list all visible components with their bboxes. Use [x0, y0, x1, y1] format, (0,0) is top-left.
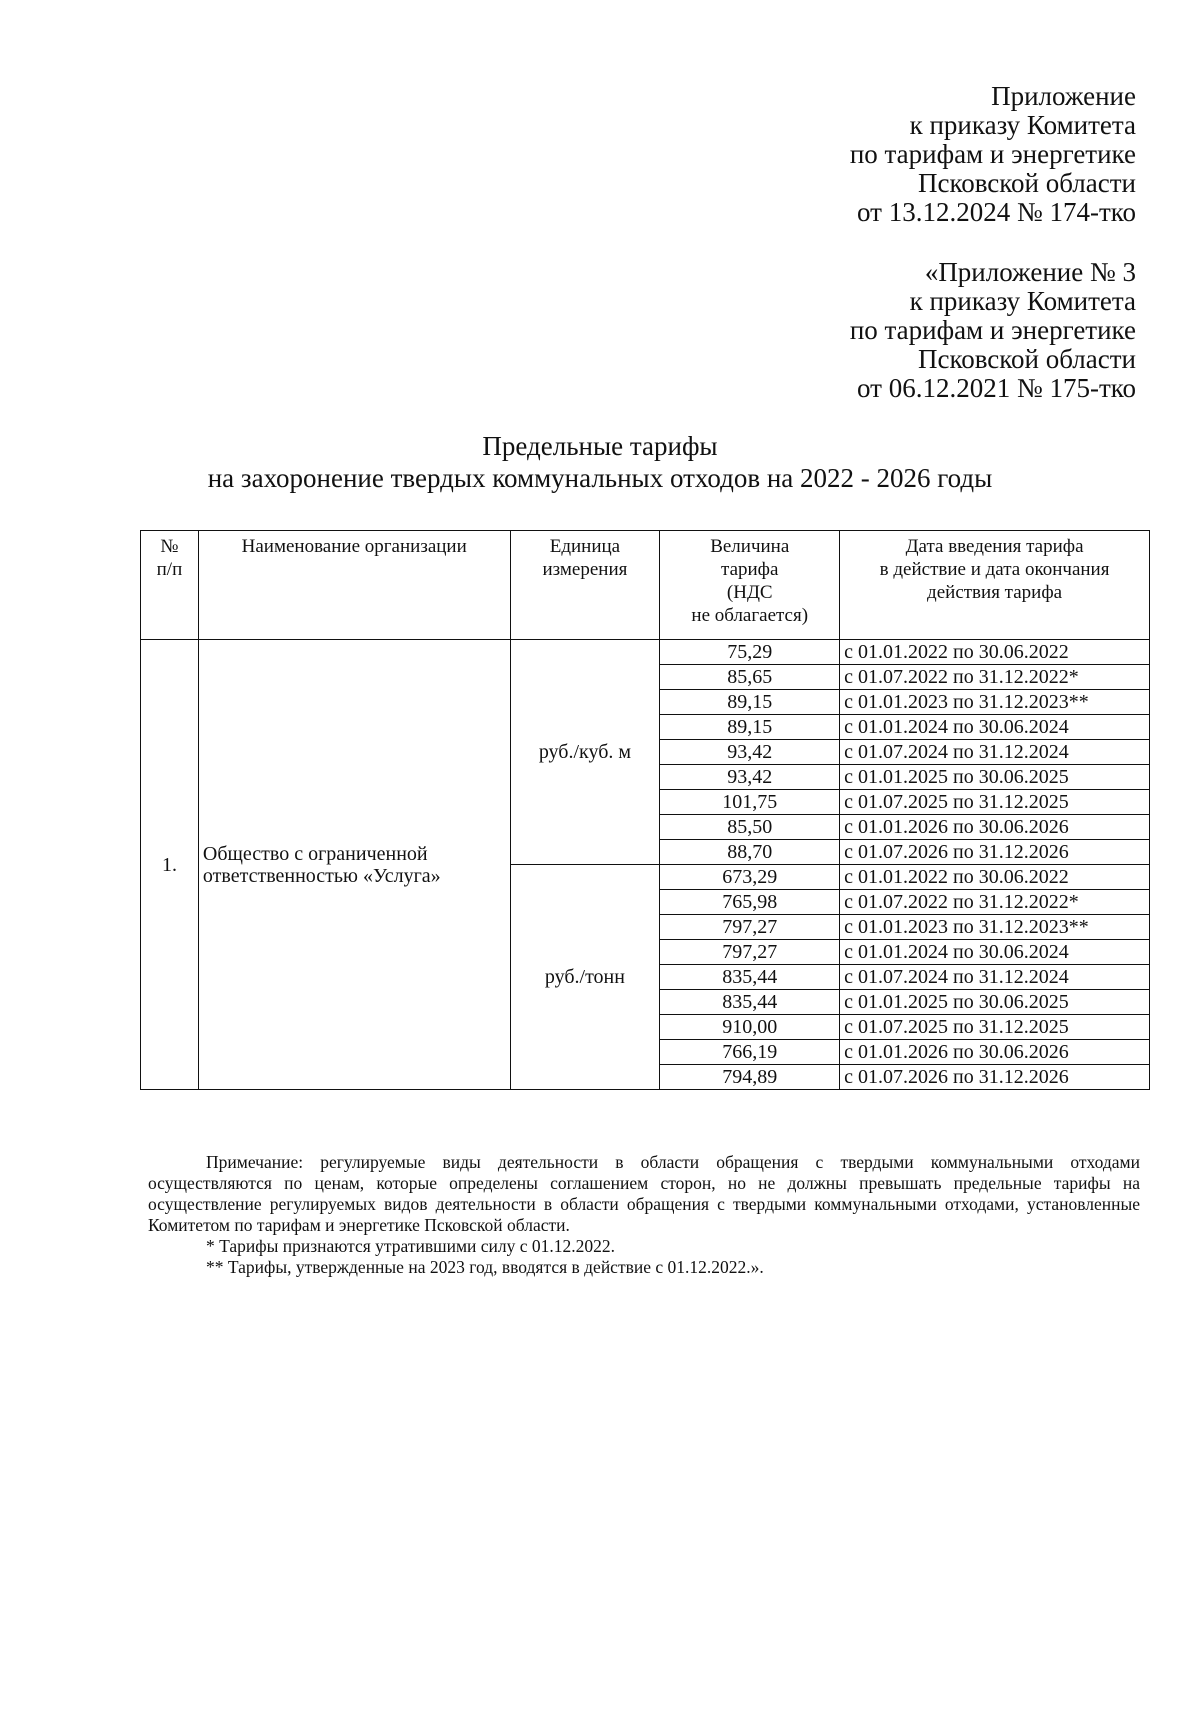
organization-name-line: ответственностью «Услуга» — [202, 864, 441, 887]
tariff-value-cell: 85,50 — [660, 815, 840, 840]
unit-cell: руб./куб. м — [510, 640, 660, 865]
unit-cell: руб./тонн — [510, 865, 660, 1090]
header-text: Дата введения тарифа — [905, 536, 1084, 557]
appendix-header-line: Приложение — [991, 81, 1136, 111]
appendix-header-line: Псковской области — [917, 168, 1136, 198]
table-row — [141, 640, 1150, 665]
title-line: Предельные тарифы — [482, 431, 718, 461]
tariff-value-cell: 794,89 — [660, 1065, 840, 1090]
note-footnote-1: * Тарифы признаются утратившими силу с 01.12.2022. — [206, 1236, 616, 1256]
header-text: п/п — [156, 559, 183, 580]
tariff-value-cell: 673,29 — [660, 865, 840, 890]
tariff-period-cell: с 01.01.2024 по 30.06.2024 — [840, 715, 1150, 740]
tariff-value-cell: 766,19 — [660, 1040, 840, 1065]
tariff-period-cell: с 01.01.2022 по 30.06.2022 — [840, 865, 1150, 890]
note-footnote-2: ** Тарифы, утвержденные на 2023 год, вводятся в действие с 01.12.2022.». — [206, 1257, 764, 1277]
header-value — [660, 531, 840, 640]
tariff-period-cell: с 01.07.2024 по 31.12.2024 — [840, 740, 1150, 765]
header-text: № — [160, 536, 179, 557]
header-text: Величина — [710, 536, 790, 557]
appendix-header — [850, 82, 1136, 227]
tariff-value-cell: 101,75 — [660, 790, 840, 815]
tariff-table — [140, 530, 1150, 1090]
tariff-value-cell: 93,42 — [660, 740, 840, 765]
tariff-period-cell: с 01.07.2026 по 31.12.2026 — [840, 840, 1150, 865]
row-number-cell: 1. — [141, 640, 199, 1090]
header-period — [840, 531, 1150, 640]
tariff-period-cell: с 01.07.2025 по 31.12.2025 — [840, 790, 1150, 815]
tariff-value-cell: 797,27 — [660, 940, 840, 965]
header-text: (НДС — [726, 582, 773, 603]
header-text: Единица — [549, 536, 621, 557]
appendix-header-line: по тарифам и энергетике — [849, 139, 1136, 169]
tariff-value-cell: 89,15 — [660, 715, 840, 740]
tariff-period-cell: с 01.01.2026 по 30.06.2026 — [840, 815, 1150, 840]
header-text: Наименование организации — [241, 536, 467, 557]
header-organization — [198, 531, 510, 640]
tariff-period-cell: с 01.01.2025 по 30.06.2025 — [840, 765, 1150, 790]
tariff-table-body — [141, 640, 1150, 1090]
tariff-value-cell: 910,00 — [660, 1015, 840, 1040]
tariff-period-cell: с 01.07.2022 по 31.12.2022* — [840, 890, 1150, 915]
appendix-quoted-line: к приказу Комитета — [909, 286, 1136, 316]
header-text: действия тарифа — [927, 582, 1063, 603]
header-text: в действие и дата окончания — [879, 559, 1110, 580]
appendix-header-line: от 13.12.2024 № 174-тко — [857, 197, 1136, 227]
header-unit — [510, 531, 660, 640]
note-main: Примечание: регулируемые виды деятельности в области обращения с твердыми коммунальными отходами осуществляются по ценам, которые определены соглашением сторон, но не должны превышать предельные тарифы на осуществление регулируемых видов деятельности в области обращения с твердыми коммунальными отходами, установленные Комитетом по тарифам и энергетике Псковской области. — [148, 1152, 1140, 1235]
tariff-period-cell: с 01.07.2025 по 31.12.2025 — [840, 1015, 1150, 1040]
document-title — [0, 430, 1200, 494]
appendix-quoted — [850, 258, 1136, 403]
header-number — [141, 531, 199, 640]
tariff-period-cell: с 01.07.2022 по 31.12.2022* — [840, 665, 1150, 690]
table-header-row — [141, 531, 1150, 640]
appendix-header-line: к приказу Комитета — [909, 110, 1136, 140]
header-text: измерения — [542, 559, 628, 580]
tariff-value-cell: 75,29 — [660, 640, 840, 665]
tariff-value-cell: 88,70 — [660, 840, 840, 865]
tariff-period-cell: с 01.01.2025 по 30.06.2025 — [840, 990, 1150, 1015]
tariff-period-cell: с 01.01.2022 по 30.06.2022 — [840, 640, 1150, 665]
tariff-value-cell: 89,15 — [660, 690, 840, 715]
tariff-value-cell: 835,44 — [660, 990, 840, 1015]
tariff-period-cell: с 01.01.2024 по 30.06.2024 — [840, 940, 1150, 965]
appendix-quoted-line: от 06.12.2021 № 175-тко — [857, 373, 1136, 403]
tariff-value-cell: 797,27 — [660, 915, 840, 940]
tariff-period-cell: с 01.01.2023 по 31.12.2023** — [840, 690, 1150, 715]
tariff-period-cell: с 01.07.2024 по 31.12.2024 — [840, 965, 1150, 990]
tariff-period-cell: с 01.01.2023 по 31.12.2023** — [840, 915, 1150, 940]
tariff-value-cell: 93,42 — [660, 765, 840, 790]
tariff-period-cell: с 01.01.2026 по 30.06.2026 — [840, 1040, 1150, 1065]
tariff-period-cell: с 01.07.2026 по 31.12.2026 — [840, 1065, 1150, 1090]
appendix-quoted-line: Псковской области — [917, 344, 1136, 374]
organization-cell — [198, 640, 510, 1090]
header-text: тарифа — [721, 559, 779, 580]
organization-name-line: Общество с ограниченной — [202, 842, 428, 865]
appendix-quoted-line: по тарифам и энергетике — [849, 315, 1136, 345]
header-text: не облагается) — [691, 605, 809, 626]
tariff-value-cell: 85,65 — [660, 665, 840, 690]
notes-block — [148, 1152, 1140, 1278]
tariff-value-cell: 835,44 — [660, 965, 840, 990]
appendix-quoted-line: «Приложение № 3 — [924, 257, 1136, 287]
title-line: на захоронение твердых коммунальных отходов на 2022 - 2026 годы — [207, 463, 993, 493]
tariff-value-cell: 765,98 — [660, 890, 840, 915]
